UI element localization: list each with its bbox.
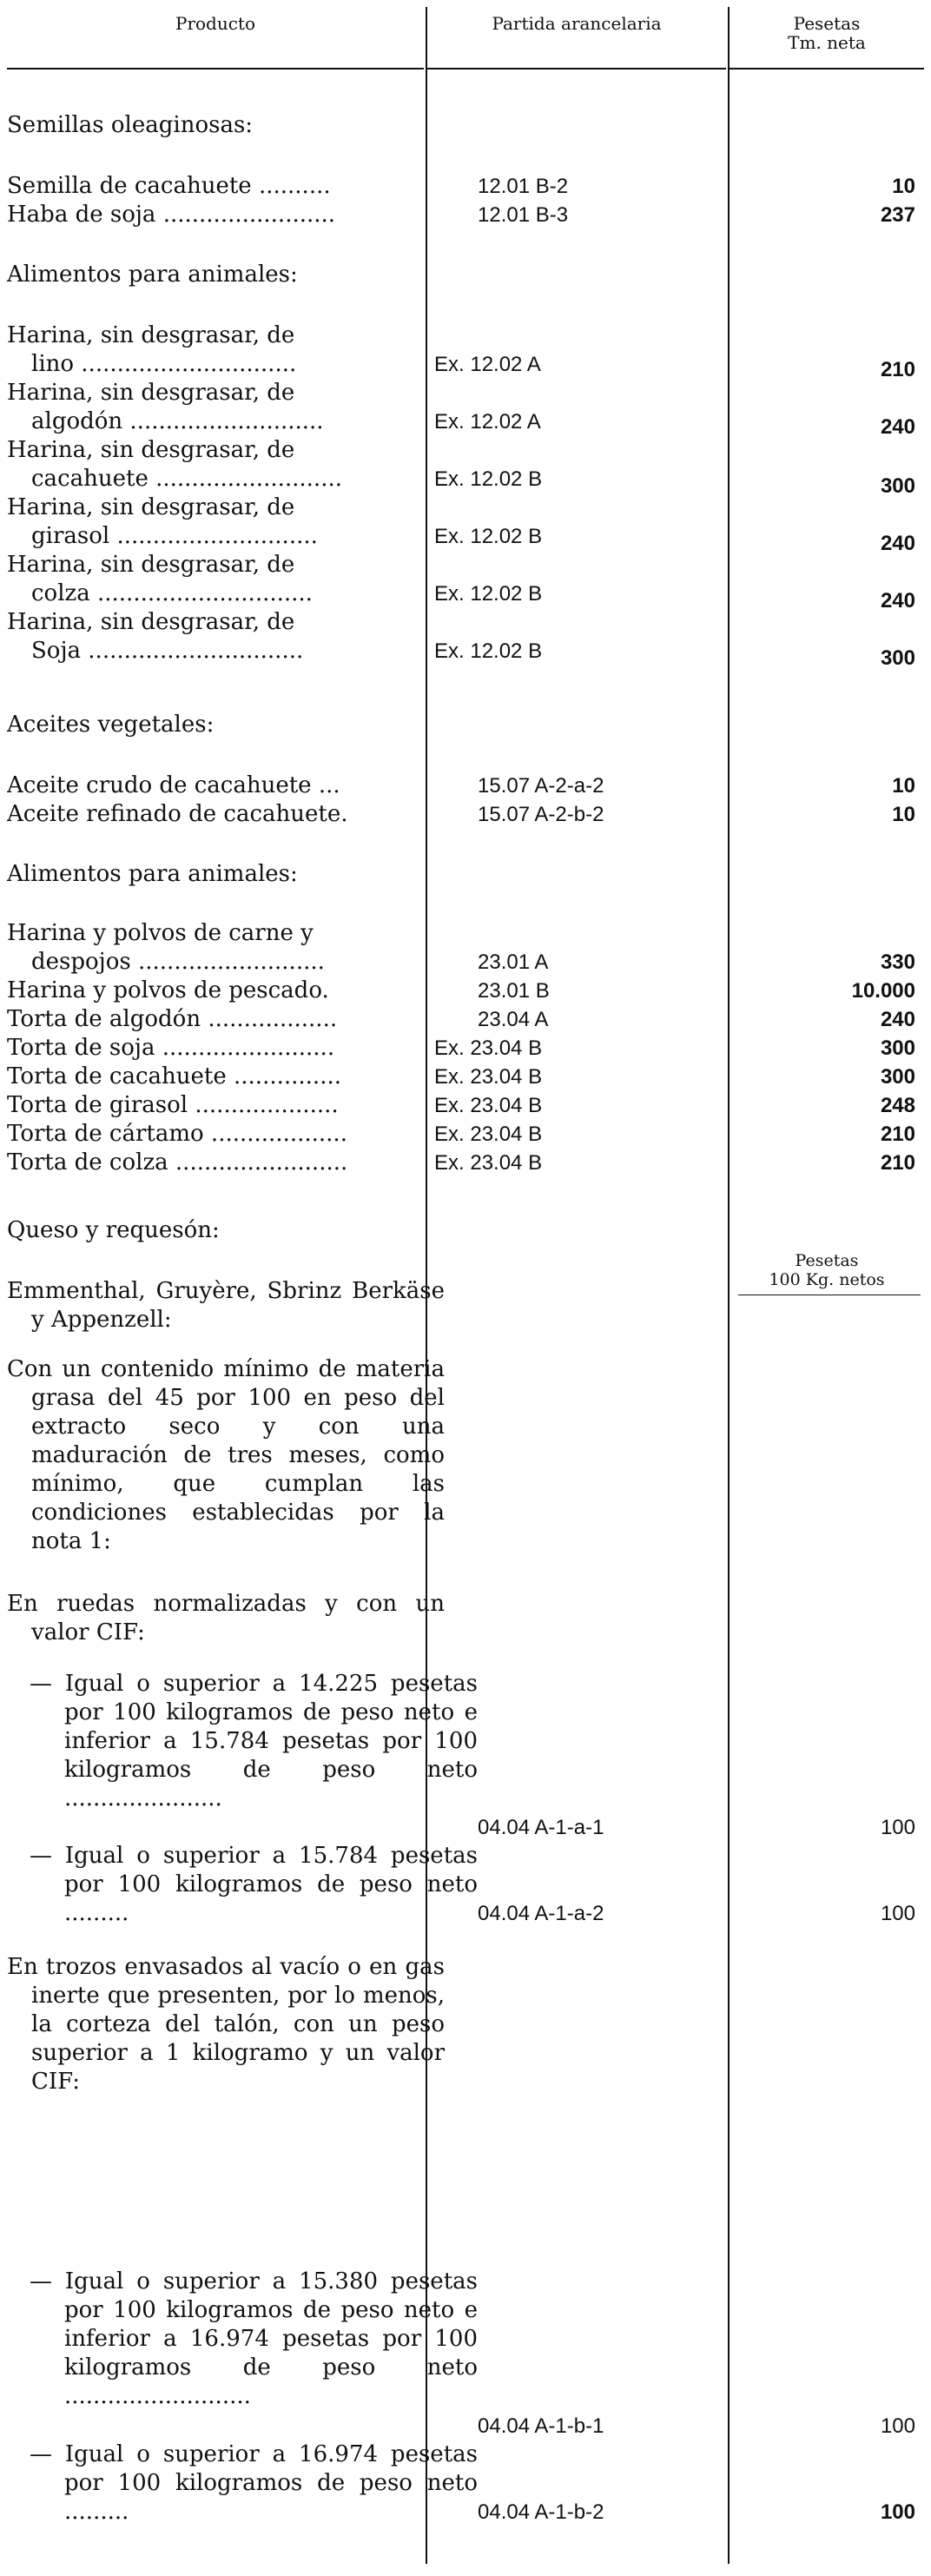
- price-value: 240: [880, 589, 915, 613]
- table-row: [0, 977, 931, 1005]
- table-row: [0, 465, 931, 498]
- tariff-code: Ex. 23.04 B: [434, 1094, 543, 1117]
- product-name: Harina, sin desgrasar, de: [7, 609, 295, 635]
- price-value: 210: [880, 1151, 915, 1175]
- table-row: [0, 1120, 931, 1149]
- table-row: [0, 172, 931, 201]
- tariff-code: 12.01 B-2: [478, 175, 569, 198]
- cheese-types: Emmenthal, Gruyère, Sbrinz Berkäse y Appenzell:: [7, 1278, 445, 1333]
- section-title: Alimentos para animales:: [7, 861, 298, 887]
- header-rule-tariff: [427, 68, 726, 70]
- price-value: 100: [880, 1816, 915, 1839]
- table-row: [0, 321, 931, 350]
- table-row: [0, 493, 931, 522]
- product-name: Harina, sin desgrasar, de: [7, 494, 295, 520]
- price-value: 330: [880, 950, 915, 974]
- product-name-cont: colza ..............................: [31, 580, 313, 606]
- product-name: Torta de soja ........................: [7, 1035, 335, 1061]
- price-value: 100: [880, 1902, 915, 1925]
- table-row: [0, 608, 931, 637]
- price-value: 240: [880, 415, 915, 439]
- product-name-cont: lino ..............................: [31, 351, 297, 377]
- price-value: 10: [892, 803, 915, 826]
- table-row: [0, 436, 931, 465]
- tariff-code: Ex. 12.02 A: [434, 410, 541, 434]
- product-name: Harina, sin desgrasar, de: [7, 437, 295, 463]
- tariff-code: 23.01 B: [478, 979, 550, 1003]
- tariff-code: 04.04 A-1-b-1: [478, 2414, 604, 2438]
- tariff-code: 04.04 A-1-b-2: [478, 2500, 604, 2524]
- table-row: [0, 1005, 931, 1034]
- tariff-code: Ex. 23.04 B: [434, 1036, 543, 1060]
- price-value: 300: [880, 1036, 915, 1060]
- price-value: 240: [880, 532, 915, 555]
- section-title: Queso y requesón:: [7, 1217, 220, 1243]
- piece-a-text: — Igual o superior a 15.380 pesetas por 100 kilogramos de peso neto e inferior a 16.974 pesetas por 100 kilogramos de peso neto ..........................: [30, 2268, 478, 2409]
- table-row: [0, 637, 931, 670]
- tariff-code: Ex. 23.04 B: [434, 1065, 543, 1089]
- tariff-code: 15.07 A-2-a-2: [478, 774, 604, 798]
- tariff-code: Ex. 12.02 B: [434, 525, 543, 548]
- product-name: Harina, sin desgrasar, de: [7, 552, 295, 578]
- table-row: [0, 1034, 931, 1063]
- tariff-code: Ex. 12.02 B: [434, 467, 543, 491]
- table-row: [0, 1063, 931, 1091]
- wheels-intro: En ruedas normalizadas y con un valor CIF:: [7, 1591, 445, 1646]
- product-name: Aceite refinado de cacahuete.: [7, 801, 348, 827]
- piece-b-text: — Igual o superior a 16.974 pesetas por 100 kilogramos de peso neto .........: [30, 2441, 478, 2525]
- product-name: Aceite crudo de cacahuete ...: [7, 772, 340, 798]
- table-row: [0, 551, 931, 579]
- table-row: [0, 2498, 931, 2526]
- tariff-code: 23.01 A: [478, 950, 549, 974]
- price-value: 10: [892, 774, 915, 798]
- table-row: [0, 201, 931, 229]
- table-row: [0, 407, 931, 439]
- section-title: Alimentos para animales:: [7, 262, 298, 288]
- tariff-code: Ex. 12.02 B: [434, 639, 543, 663]
- tariff-code: 04.04 A-1-a-1: [478, 1816, 604, 1839]
- cheese-condition: Con un contenido mínimo de materia grasa del 45 por 100 en peso del extracto seco y con una maduración de tres meses, como mínimo, que cumplan las condiciones establecidas por la nota 1:: [7, 1356, 445, 1554]
- header-rule-price: [730, 68, 924, 70]
- table-row: [0, 522, 931, 555]
- pieces-intro: En trozos envasados al vacío o en gas inerte que presenten, por lo menos, la corteza del talón, con un peso superior a 1 kilogramo y un valor CIF:: [7, 1954, 445, 2095]
- product-name: Torta de colza ........................: [7, 1149, 348, 1175]
- product-name: Harina, sin desgrasar, de: [7, 380, 295, 406]
- price-value: 248: [880, 1094, 915, 1117]
- tariff-code: Ex. 12.02 A: [434, 353, 541, 376]
- table-row: [0, 948, 931, 977]
- tariff-code: Ex. 23.04 B: [434, 1151, 543, 1175]
- wheel-b-text: — Igual o superior a 15.784 pesetas por 100 kilogramos de peso neto .........: [30, 1843, 478, 1926]
- table-row: [0, 1091, 931, 1120]
- tariff-code: 15.07 A-2-b-2: [478, 803, 604, 826]
- product-name-cont: despojos ..........................: [31, 949, 325, 975]
- product-name: Torta de algodón ..................: [7, 1006, 338, 1032]
- cheese-price-header: [730, 1251, 924, 1289]
- table-row: [0, 379, 931, 407]
- product-name: Harina y polvos de pescado.: [7, 977, 329, 1003]
- cheese-price-header-line2: 100 Kg. netos: [769, 1270, 885, 1289]
- tariff-code: 04.04 A-1-a-2: [478, 1902, 604, 1925]
- table-row: [0, 1813, 931, 1842]
- product-name-cont: algodón ...........................: [31, 408, 324, 434]
- product-name: Semilla de cacahuete ..........: [7, 173, 331, 199]
- tariff-code: 23.04 A: [478, 1008, 549, 1031]
- table-row: [0, 2412, 931, 2440]
- product-name: Torta de girasol ....................: [7, 1092, 339, 1118]
- price-value: 300: [880, 474, 915, 498]
- header-rule-product: [7, 68, 424, 70]
- price-value: 100: [880, 2500, 915, 2524]
- price-value: 300: [880, 1065, 915, 1089]
- table-row: [0, 919, 931, 948]
- product-name-cont: girasol ............................: [31, 523, 318, 549]
- price-value: 210: [880, 1122, 915, 1146]
- tariff-code: Ex. 12.02 B: [434, 582, 543, 606]
- header-product: Producto: [175, 13, 256, 34]
- section-title: Aceites vegetales:: [7, 712, 215, 738]
- wheel-a-text: — Igual o superior a 14.225 pesetas por 100 kilogramos de peso neto e inferior a 15.784 pesetas por 100 kilogramos de peso neto ......................: [30, 1671, 478, 1811]
- product-name: Haba de soja ........................: [7, 202, 336, 228]
- table-row: [0, 579, 931, 613]
- cheese-price-header-line1: Pesetas: [795, 1251, 859, 1270]
- section-title: Semillas oleaginosas:: [7, 112, 254, 138]
- product-name: Torta de cacahuete ...............: [7, 1063, 341, 1089]
- price-value: 237: [880, 203, 915, 227]
- price-value: 10: [892, 175, 915, 198]
- header-price-line1: Pesetas: [793, 13, 861, 34]
- product-name-cont: Soja ..............................: [31, 638, 304, 664]
- product-name: Harina, sin desgrasar, de: [7, 322, 295, 348]
- table-row: [0, 800, 931, 829]
- header-price: [730, 14, 924, 52]
- header-tariff: Partida arancelaria: [492, 13, 662, 34]
- table-row: [0, 771, 931, 800]
- price-value: 210: [880, 358, 915, 381]
- table-row: [0, 350, 931, 379]
- tariff-code: Ex. 23.04 B: [434, 1122, 543, 1146]
- price-value: 240: [880, 1008, 915, 1031]
- tariff-code: 12.01 B-3: [478, 203, 569, 227]
- price-value: 100: [880, 2414, 915, 2438]
- product-name-cont: cacahuete ..........................: [31, 466, 342, 492]
- product-name: Harina y polvos de carne y: [7, 920, 314, 946]
- product-name: Torta de cártamo ...................: [7, 1121, 347, 1147]
- header-price-line2: Tm. neta: [788, 32, 866, 53]
- price-value: 300: [880, 646, 915, 670]
- table-row: [0, 1149, 931, 1177]
- price-value: 10.000: [851, 979, 915, 1003]
- table-row: [0, 1899, 931, 1928]
